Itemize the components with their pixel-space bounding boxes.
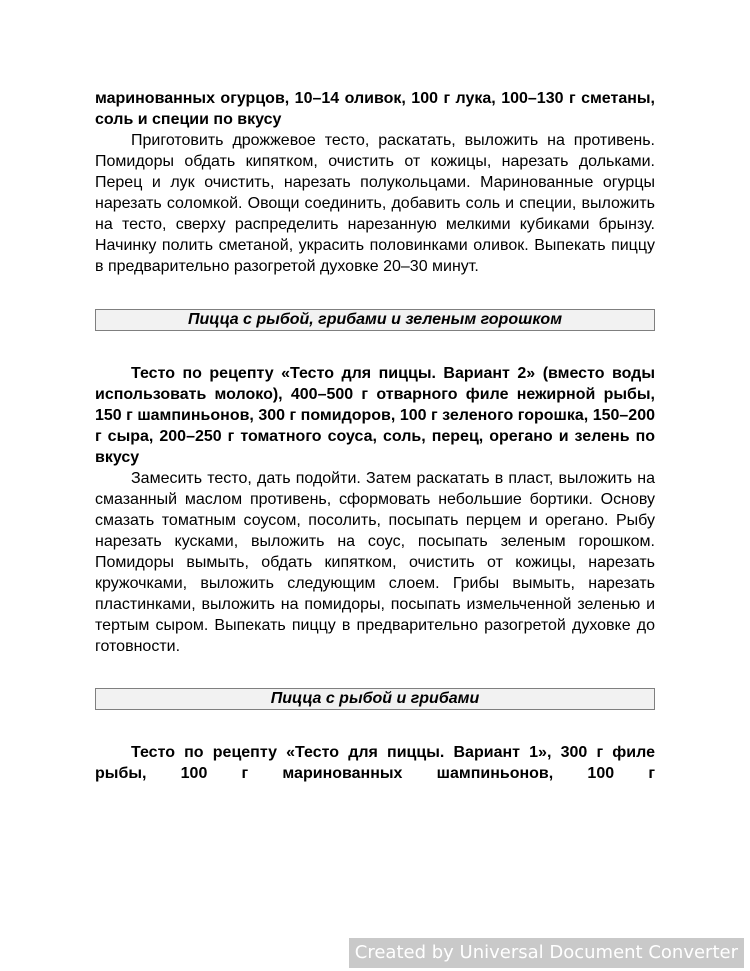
section-header-fish-mushroom [95,688,655,710]
section-title: Пицца с рыбой и грибами [270,690,480,707]
recipe-method-paragraph: Приготовить дрожжевое тесто, раскатать, выложить на противень. Помидоры обдать кипятком, очистить от кожицы, нарезать дольками. Перец и лук очистить, нарезать полукольцами. Маринованные огурцы нарезать соломкой. Овощи соединить, добавить соль и специи, выложить на тесто, сверху распределить нарезанную мелкими кубиками брынзу. Начинку полить сметаной, украсить половинками оливок. Выпекать пиццу в предварительно разогретой духовке 20–30 минут. [95,132,655,275]
ingredients-continuation: маринованных огурцов, 10–14 оливок, 100 г лука, 100–130 г сметаны, соль и специи по вкусу [95,90,655,128]
ingredients-paragraph: Тесто по рецепту «Тесто для пиццы. Вариант 1», 300 г филе рыбы, 100 г маринованных шампиньонов, 100 г [95,744,655,782]
ingredients-paragraph: Тесто по рецепту «Тесто для пиццы. Вариант 2» (вместо воды использовать молоко), 400–500 г отварного филе нежирной рыбы, 150 г шампиньонов, 300 г помидоров, 100 г зеленого горошка, 150–200 г сыра, 200–250 г томатного соуса, соль, перец, орегано и зелень по вкусу [95,365,655,466]
section-title: Пицца с рыбой, грибами и зеленым горошком [187,311,563,328]
converter-watermark: Created by Universal Document Converter [349,938,744,968]
section-header-fish-mushroom-peas [95,309,655,331]
recipe-method-paragraph: Замесить тесто, дать подойти. Затем раскатать в пласт, выложить на смазанный маслом противень, сформовать небольшие бортики. Основу смазать томатным соусом, посолить, посыпать перцем и орегано. Рыбу нарезать кусками, выложить на соус, посыпать зеленым горошком. Помидоры вымыть, обдать кипятком, очистить от кожицы, нарезать кружочками, выложить следующим слоем. Грибы вымыть, нарезать пластинками, выложить на помидоры, посыпать измельченной зеленью и тертым сыром. Выпекать пиццу в предварительно разогретой духовке до готовности. [95,470,655,655]
document-page [95,88,655,784]
